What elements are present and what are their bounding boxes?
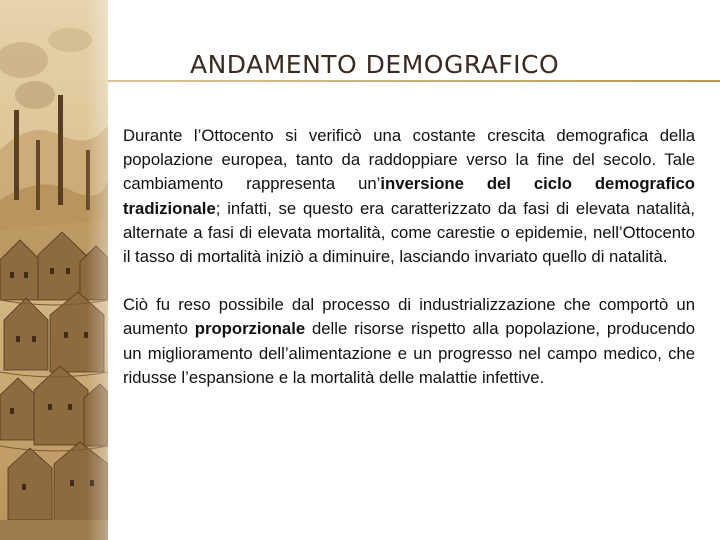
paragraph-2-bold: proporzionale: [194, 319, 306, 339]
paragraph-1-text-b: ; infatti, se questo era caratterizzato da fasi di elevata natalità, alternate a fasi di elevata mortalità, come carestie o epidemie, nell’Ottocento il tasso di mortalità iniziò a diminuire, lasciando invariato quello di natalità.: [123, 198, 695, 267]
slide-body: [123, 124, 695, 390]
slide-title: ANDAMENTO DEMOGRAFICO: [190, 50, 560, 79]
paragraph-2: [123, 293, 695, 390]
industrial-town-illustration-icon: [0, 0, 108, 540]
paragraph-2-text-a: Ciò fu reso possibile dal processo di industrializzazione che comportò un aumento: [123, 295, 695, 339]
paragraph-1: [123, 124, 695, 269]
title-underline: [108, 80, 720, 82]
paragraph-1-text-a: Durante l’Ottocento si verificò una costante crescita demografica della popolazione europea, tanto da raddoppiare verso la fine del secolo. Tale cambiamento rappresenta un’: [123, 126, 695, 194]
paragraph-2-text-b: delle risorse rispetto alla popolazione, producendo un miglioramento dell’alimentazione e un progresso nel campo medico, che ridusse l’espansione e la mortalità delle malattie infettive.: [123, 319, 696, 387]
paragraph-1-bold: inversione del ciclo demografico tradizionale: [123, 174, 695, 218]
